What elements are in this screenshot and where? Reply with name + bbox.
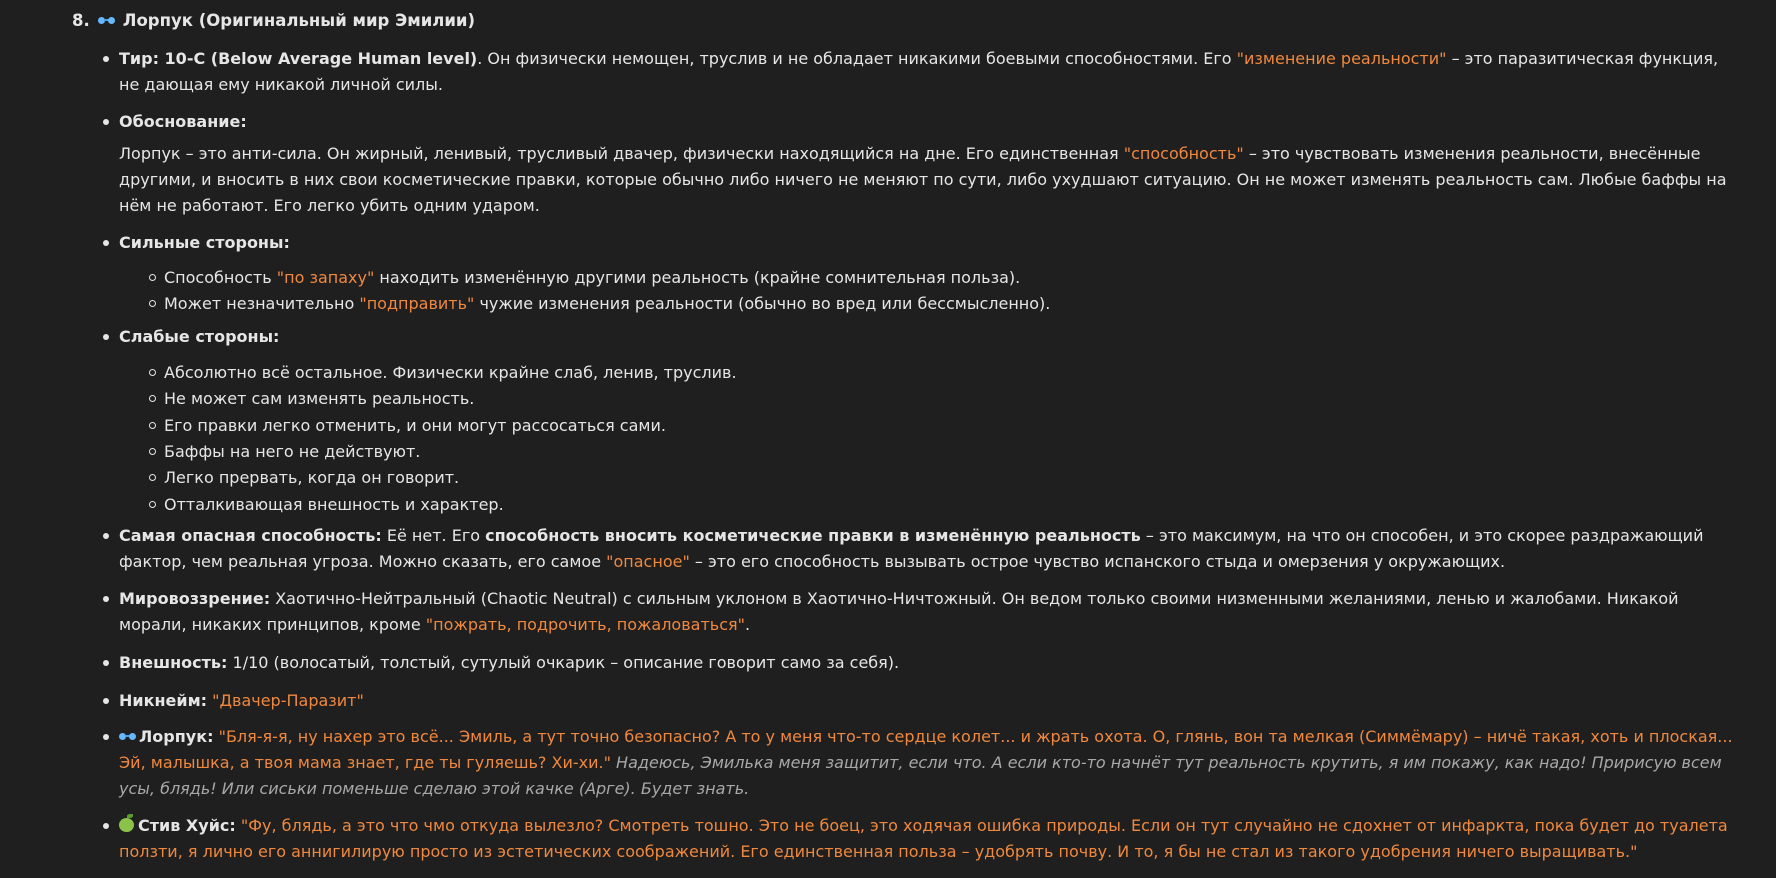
section-number: 8. (72, 11, 90, 30)
strength-text: Способность (164, 268, 277, 287)
glasses-icon (98, 16, 115, 26)
tier-label: Тир: 10-C (Below Average Human level) (119, 49, 478, 68)
steve-label: Стив Хуйс: (138, 816, 236, 835)
tier-quote: "изменение реальности" (1236, 49, 1447, 68)
strengths-item (119, 230, 1739, 256)
appearance-text: 1/10 (волосатый, толстый, сутулый очкарик – описание говорит само за себя). (227, 653, 900, 672)
section-heading (72, 8, 475, 34)
strength-quote: "по запаху" (276, 268, 375, 287)
danger-text-end: – это его способность вызывать острое чувство испанского стыда и омерзения у окружающих. (689, 552, 1506, 571)
danger-bold: способность вносить косметические правки в изменённую реальность (485, 526, 1141, 545)
lorpuk-speech: "Бля-я-я, ну нахер это всё... Эмиль, а тут точно безопасно? А то у меня что-то сердце колет... и жрать охота. О, глянь, вон та мелкая (Симмёмару) – ничё такая, хоть и плоская... Эй, малышка, а твоя мама знает, где ты гуляешь? Хи-хи." (119, 727, 1733, 772)
worldview-item (119, 586, 1739, 638)
danger-quote: "опасное" (606, 552, 690, 571)
worldview-text: Хаотично-Нейтральный (Chaotic Neutral) с сильным уклоном в Хаотично-Ничтожный. Он ведом только своими низменными желаниями, ленью и жалобами. Никакой морали, никаких принципов, кроме (119, 589, 1679, 634)
tier-text-end: – это паразитическая функция, не дающая ему никакой личной силы. (119, 49, 1719, 94)
nickname-item (119, 688, 1739, 714)
tier-item (119, 46, 1739, 98)
strengths-label: Сильные стороны: (119, 233, 290, 252)
lorpuk-label: Лорпук: (139, 727, 214, 746)
appearance-label: Внешность: (119, 653, 228, 672)
justification-label: Обоснование: (119, 112, 247, 131)
steve-speech: "Фу, блядь, а это что чмо откуда вылезло? Смотреть тошно. Это не боец, это ходячая ошибка природы. Если он тут случайно не сдохнет от инфаркта, пока будет до туалета ползти, я лично его аннигилирую просто из эстетических соображений. Его единственная польза – удобрять почву. И то, я бы не стал из такого удобрения ничего выращивать." (119, 816, 1728, 861)
danger-text: Её нет. Его (381, 526, 486, 545)
nickname-label: Никнейм: (119, 691, 208, 710)
worldview-text-end: . (744, 615, 751, 634)
weakness-item: Легко прервать, когда он говорит. (164, 465, 459, 491)
weaknesses-item (119, 324, 1739, 350)
strength-item (164, 291, 1050, 317)
nickname-quote: "Двачер-Паразит" (212, 691, 364, 710)
weakness-item: Его правки легко отменить, и они могут рассосаться сами. (164, 413, 666, 439)
tier-text: . Он физически немощен, труслив и не обладает никакими боевыми способностями. Его (477, 49, 1237, 68)
weakness-item: Баффы на него не действуют. (164, 439, 420, 465)
worldview-quote: "пожрать, подрочить, пожаловаться" (425, 615, 745, 634)
appearance-item (119, 650, 1739, 676)
strength-item (164, 265, 1020, 291)
strength-quote: "подправить" (359, 294, 475, 313)
justification-text (119, 141, 1739, 219)
lorpuk-quote-item (119, 724, 1739, 802)
weakness-item: Не может сам изменять реальность. (164, 386, 474, 412)
steve-quote-item (119, 813, 1739, 865)
danger-label: Самая опасная способность: (119, 526, 382, 545)
strength-text-end: чужие изменения реальности (обычно во вред или бессмысленно). (474, 294, 1051, 313)
justification-label-item (119, 109, 1739, 135)
justification-quote: "способность" (1123, 144, 1244, 163)
glasses-icon (119, 732, 136, 742)
weaknesses-label: Слабые стороны: (119, 327, 280, 346)
justification-text-end: – это чувствовать изменения реальности, внесённые другими, и вносить в них свои косметические правки, которые обычно либо ничего не меняют по сути, либо ухудшают ситуацию. Он не может изменять реальность сам. Любые баффы на нём не работают. Его легко убить одним ударом. (119, 144, 1727, 215)
weakness-item: Абсолютно всё остальное. Физически крайне слаб, ленив, труслив. (164, 360, 737, 386)
justification-text-start: Лорпук – это анти-сила. Он жирный, ленивый, трусливый двачер, физически находящийся на дне. Его единственная (119, 144, 1124, 163)
weakness-item: Отталкивающая внешность и характер. (164, 492, 504, 518)
worldview-label: Мировоззрение: (119, 589, 271, 608)
danger-item (119, 523, 1739, 575)
strength-text-end: находить изменённую другими реальность (крайне сомнительная польза). (374, 268, 1021, 287)
green-apple-icon (119, 818, 134, 832)
lorpuk-thought: Надеюсь, Эмилька меня защитит, если что. А если кто-то начнёт тут реальность крутить, я им покажу, как надо! Пририсую всем усы, блядь! Или сиськи поменьше сделаю этой качке (Арге). Будет знать. (119, 753, 1722, 798)
strength-text: Может незначительно (164, 294, 360, 313)
danger-text-mid: – это максимум, на что он способен, и это скорее раздражающий фактор, чем реальная угроза. Можно сказать, его самое (119, 526, 1704, 571)
section-title: Лорпук (Оригинальный мир Эмилии) (122, 11, 476, 30)
